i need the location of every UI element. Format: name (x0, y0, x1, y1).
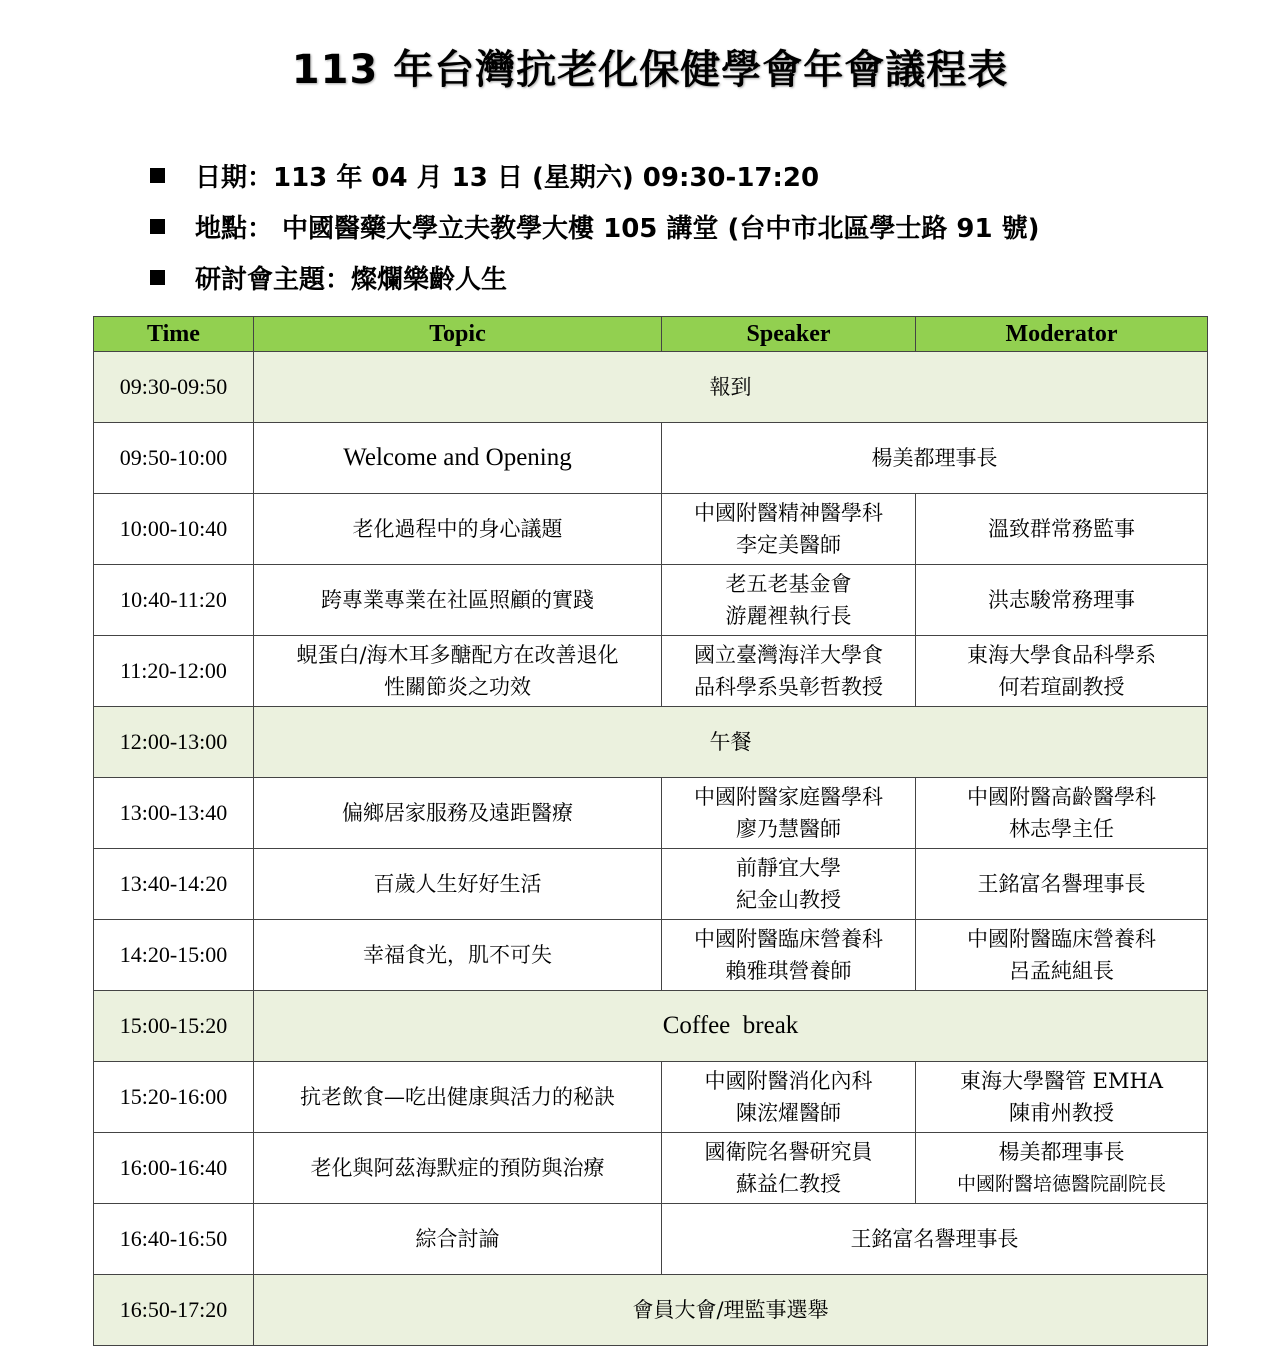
time-cell: 13:00-13:40 (94, 778, 254, 849)
topic-cell: 抗老飲食—吃出健康與活力的秘訣 (254, 1062, 662, 1133)
topic-cell: 跨專業專業在社區照顧的實踐 (254, 565, 662, 636)
event-date (150, 150, 1040, 201)
event-theme (150, 252, 1040, 303)
speaker-cell (662, 778, 916, 849)
speaker-moderator-cell: 王銘富名譽理事長 (662, 1204, 1208, 1275)
table-row (94, 565, 1208, 636)
moderator-line: 中國附醫臨床營養科 (967, 927, 1156, 951)
table-row (94, 636, 1208, 707)
square-bullet-icon (150, 168, 165, 183)
topic-line: 蜆蛋白/海木耳多醣配方在改善退化 (296, 643, 619, 667)
speaker-line: 李定美醫師 (736, 533, 841, 557)
time-cell: 10:00-10:40 (94, 494, 254, 565)
speaker-line: 中國附醫消化內科 (704, 1069, 873, 1093)
moderator-cell (916, 920, 1208, 991)
time-cell: 10:40-11:20 (94, 565, 254, 636)
topic-cell: 幸福食光，肌不可失 (254, 920, 662, 991)
table-row (94, 1275, 1208, 1346)
moderator-cell (916, 778, 1208, 849)
table-row (94, 352, 1208, 423)
event-venue-text: 地點： 中國醫藥大學立夫教學大樓 105 講堂 (台中市北區學士路 91 號) (195, 214, 1040, 244)
moderator-cell (916, 1133, 1208, 1204)
event-venue (150, 201, 1040, 252)
time-cell: 12:00-13:00 (94, 707, 254, 778)
moderator-line: 溫致群常務監事 (988, 517, 1135, 541)
speaker-line: 中國附醫臨床營養科 (694, 927, 883, 951)
speaker-line: 中國附醫精神醫學科 (694, 501, 883, 525)
speaker-cell (662, 636, 916, 707)
time-cell: 16:00-16:40 (94, 1133, 254, 1204)
header-topic: Topic (254, 317, 662, 352)
moderator-cell (916, 565, 1208, 636)
moderator-line: 呂孟純組長 (1009, 959, 1114, 983)
topic-cell: 百歲人生好好生活 (254, 849, 662, 920)
merged-cell: 午餐 (254, 707, 1208, 778)
moderator-line: 林志學主任 (1009, 817, 1114, 841)
header-speaker: Speaker (662, 317, 916, 352)
speaker-line: 游麗裡執行長 (725, 604, 852, 628)
time-cell: 16:50-17:20 (94, 1275, 254, 1346)
time-cell: 15:00-15:20 (94, 991, 254, 1062)
time-cell: 13:40-14:20 (94, 849, 254, 920)
event-info-list (150, 150, 1040, 303)
moderator-cell (916, 494, 1208, 565)
event-date-text: 日期：113 年 04 月 13 日 (星期六) 09:30-17:20 (195, 163, 820, 193)
speaker-cell (662, 1133, 916, 1204)
table-row (94, 778, 1208, 849)
table-row (94, 1204, 1208, 1275)
topic-cell: 老化過程中的身心議題 (254, 494, 662, 565)
time-cell: 14:20-15:00 (94, 920, 254, 991)
page-title: 113 年台灣抗老化保健學會年會議程表 (291, 47, 1009, 93)
table-row (94, 423, 1208, 494)
table-row (94, 849, 1208, 920)
topic-cell: 綜合討論 (254, 1204, 662, 1275)
speaker-cell (662, 565, 916, 636)
speaker-line: 蘇益仁教授 (736, 1172, 841, 1196)
table-row (94, 494, 1208, 565)
table-row (94, 1062, 1208, 1133)
merged-cell: 會員大會/理監事選舉 (254, 1275, 1208, 1346)
speaker-line: 陳浤燿醫師 (736, 1101, 841, 1125)
moderator-line: 東海大學醫管 EMHA (960, 1069, 1163, 1093)
moderator-line: 洪志駿常務理事 (988, 588, 1135, 612)
moderator-line: 中國附醫培德醫院副院長 (956, 1173, 1166, 1195)
table-row (94, 707, 1208, 778)
moderator-line: 中國附醫高齡醫學科 (967, 785, 1156, 809)
time-cell: 09:50-10:00 (94, 423, 254, 494)
topic-cell: 老化與阿茲海默症的預防與治療 (254, 1133, 662, 1204)
topic-cell: 偏鄉居家服務及遠距醫療 (254, 778, 662, 849)
moderator-cell (916, 1062, 1208, 1133)
table-row (94, 1133, 1208, 1204)
speaker-cell (662, 920, 916, 991)
time-cell: 09:30-09:50 (94, 352, 254, 423)
moderator-line: 東海大學食品科學系 (967, 643, 1156, 667)
table-row (94, 920, 1208, 991)
agenda-table (93, 316, 1208, 1346)
topic-line: 性關節炎之功效 (384, 675, 531, 699)
moderator-line: 王銘富名譽理事長 (977, 872, 1146, 896)
speaker-line: 國衛院名譽研究員 (704, 1140, 873, 1164)
event-theme-text: 研討會主題：燦爛樂齡人生 (195, 265, 508, 295)
time-cell: 15:20-16:00 (94, 1062, 254, 1133)
speaker-line: 老五老基金會 (725, 572, 852, 596)
moderator-cell (916, 636, 1208, 707)
moderator-line: 何若瑄副教授 (998, 675, 1125, 699)
topic-cell (254, 636, 662, 707)
merged-cell: Coffee break (254, 991, 1208, 1062)
speaker-line: 紀金山教授 (736, 888, 841, 912)
square-bullet-icon (150, 270, 165, 285)
moderator-line: 楊美都理事長 (998, 1140, 1125, 1164)
table-row (94, 991, 1208, 1062)
speaker-cell (662, 1062, 916, 1133)
speaker-line: 廖乃慧醫師 (736, 817, 841, 841)
header-time: Time (94, 317, 254, 352)
speaker-line: 品科學系吳彰哲教授 (694, 675, 883, 699)
speaker-line: 前靜宜大學 (736, 856, 841, 880)
speaker-cell (662, 849, 916, 920)
speaker-moderator-cell: 楊美都理事長 (662, 423, 1208, 494)
merged-cell: 報到 (254, 352, 1208, 423)
header-moderator: Moderator (916, 317, 1208, 352)
topic-cell: Welcome and Opening (254, 423, 662, 494)
speaker-line: 中國附醫家庭醫學科 (694, 785, 883, 809)
time-cell: 16:40-16:50 (94, 1204, 254, 1275)
square-bullet-icon (150, 219, 165, 234)
moderator-line: 陳甫州教授 (1009, 1101, 1114, 1125)
speaker-line: 國立臺灣海洋大學食 (694, 643, 883, 667)
time-cell: 11:20-12:00 (94, 636, 254, 707)
moderator-cell (916, 849, 1208, 920)
agenda-header-row (94, 317, 1208, 352)
speaker-line: 賴雅琪營養師 (725, 959, 852, 983)
speaker-cell (662, 494, 916, 565)
